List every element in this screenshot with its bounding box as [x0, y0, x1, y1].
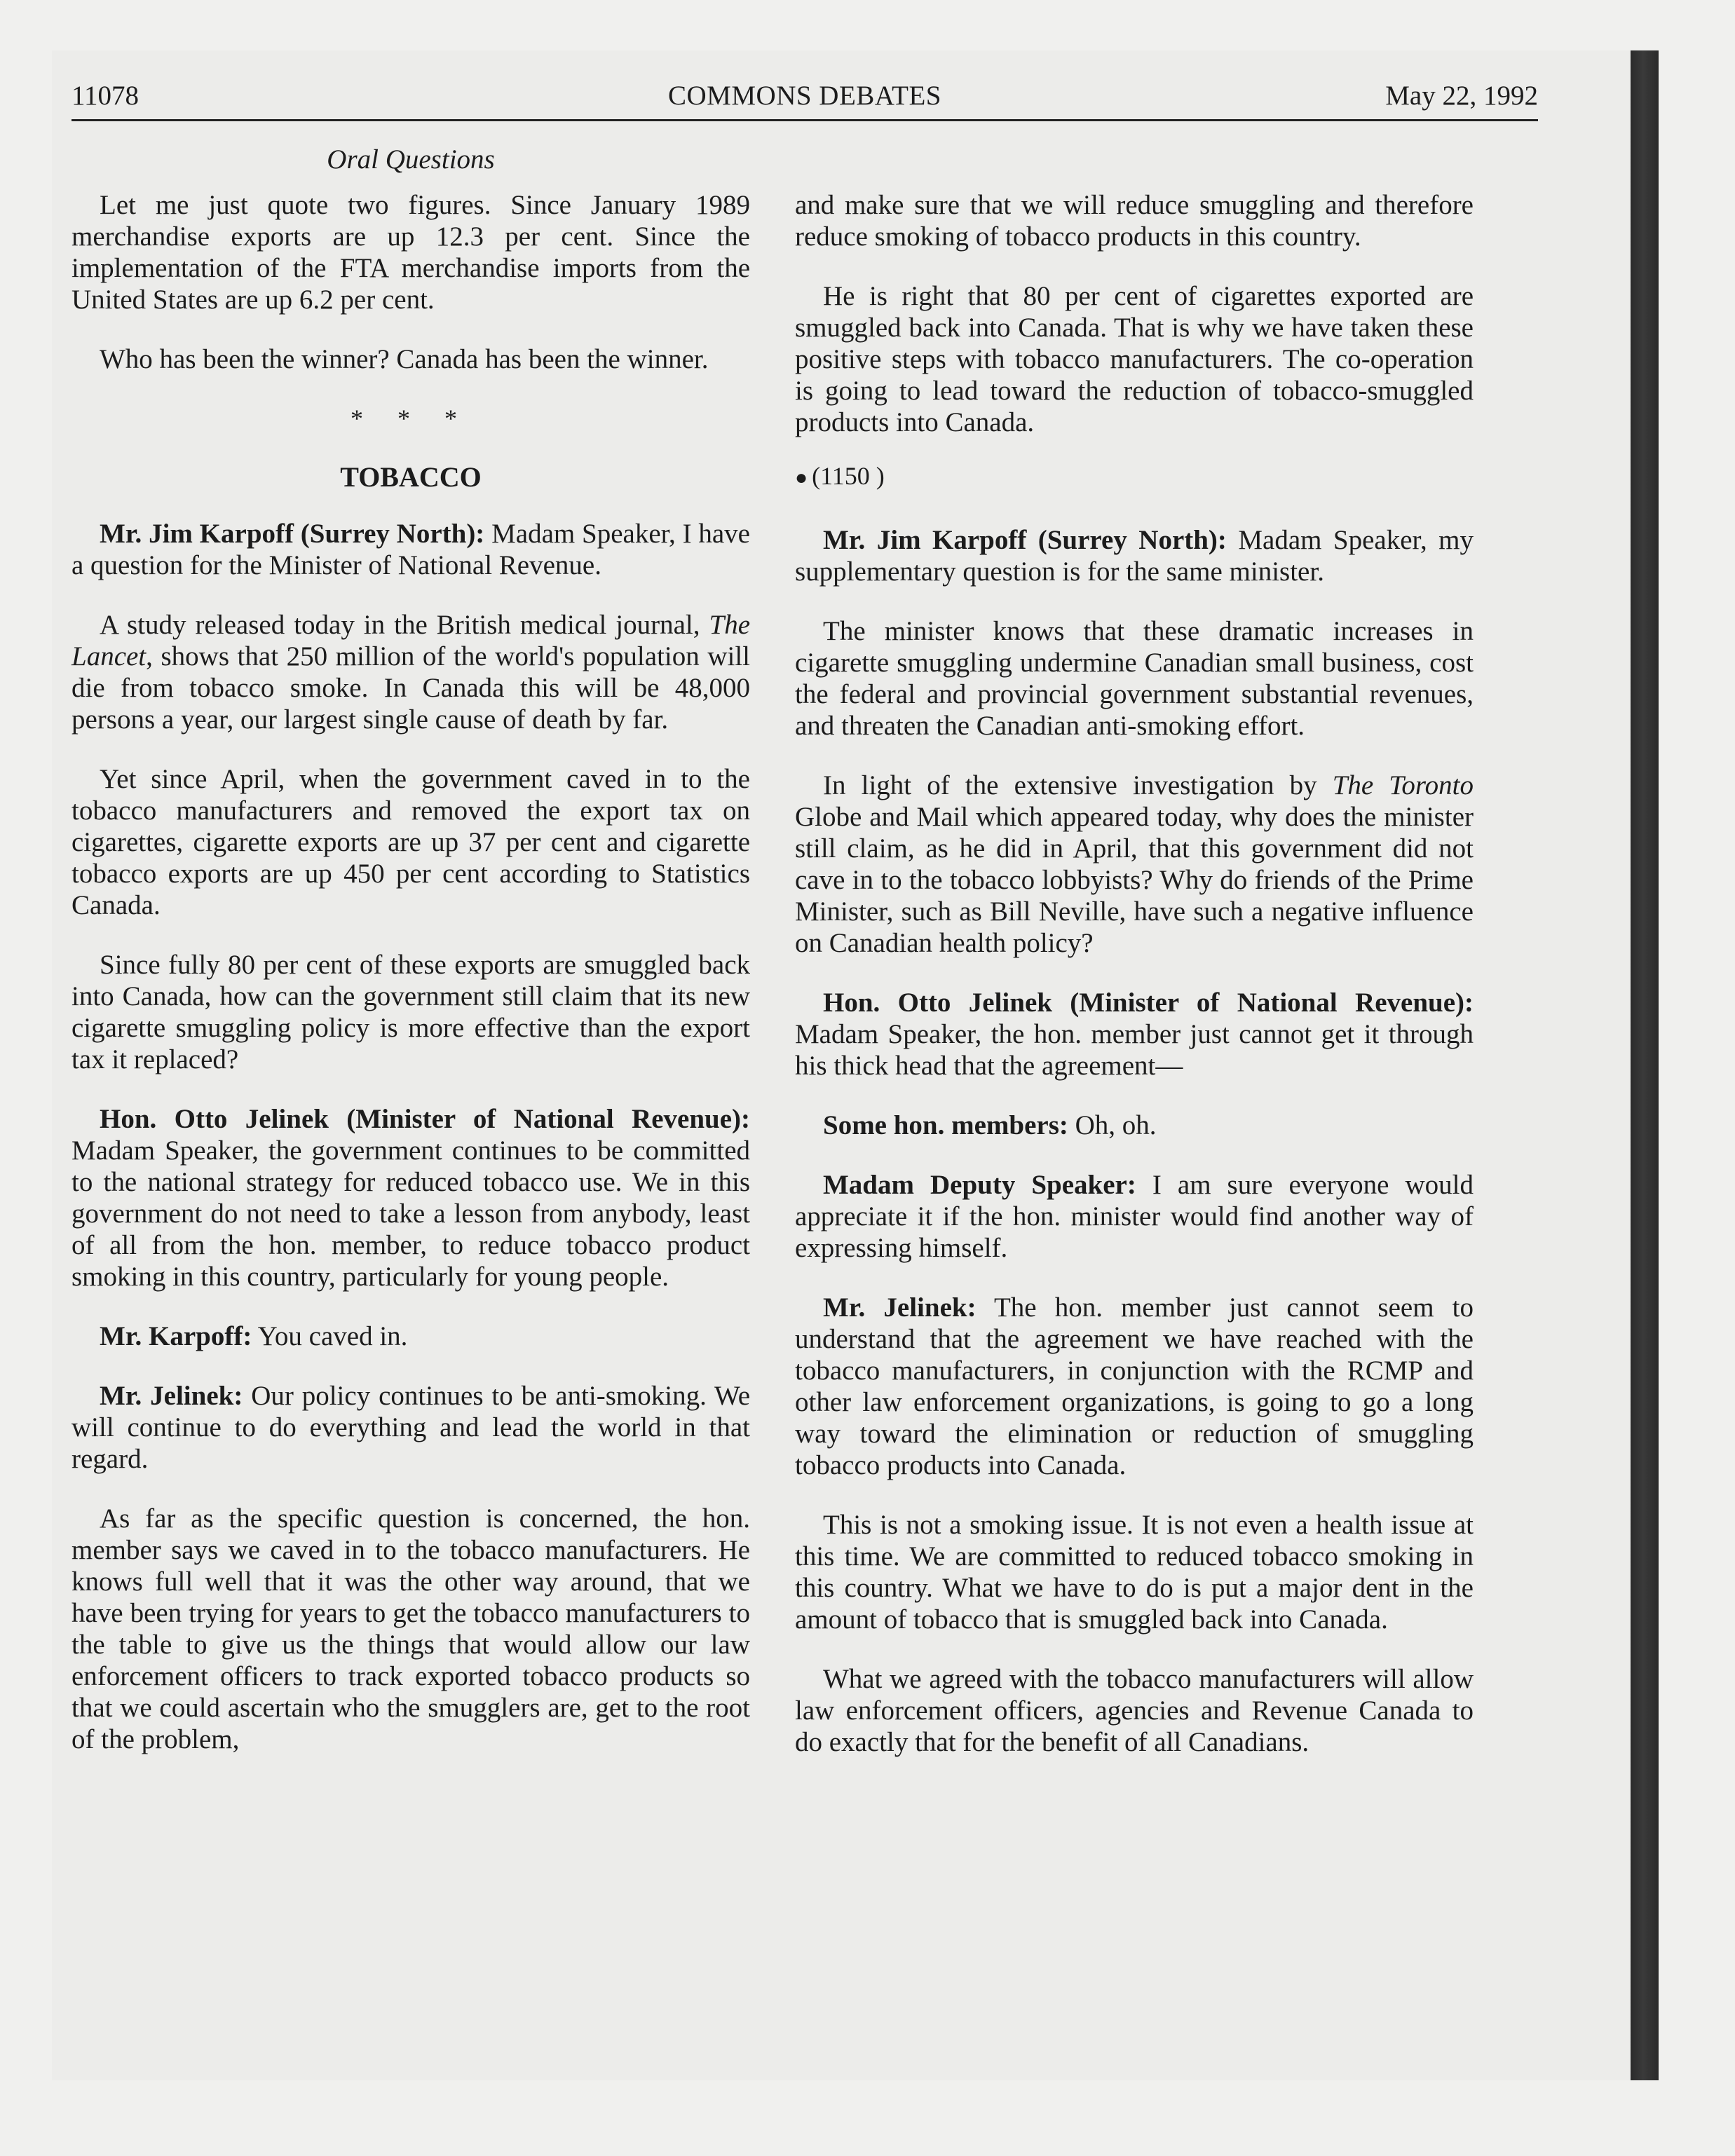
speaker-name: Hon. Otto Jelinek (Minister of National Revenue):	[100, 1104, 750, 1134]
speech-text: The hon. member just cannot seem to understand that the agreement we have reached with the tobacco manufacturers, in conjunction with the RCMP and other law enforcement organizations, is going to go a long way toward the elimination or reduction of smuggling tobacco products into Canada.	[795, 1292, 1474, 1480]
speech-text: Madam Speaker, my supplementary question is for the same minister.	[795, 525, 1474, 587]
right-column	[795, 189, 1474, 1786]
section-heading: TOBACCO	[340, 461, 482, 493]
speaker-name: Mr. Karpoff:	[100, 1321, 252, 1351]
speaker-name: Mr. Jelinek:	[823, 1292, 977, 1323]
speech-paragraph	[72, 1321, 750, 1352]
paragraph: Since fully 80 per cent of these exports are smuggled back into Canada, how can the government still claim that its new cigarette smuggling policy is more effective than the export tax it replaced?	[72, 950, 750, 1074]
paragraph	[72, 609, 750, 735]
speaker-name: Some hon. members:	[823, 1110, 1068, 1140]
speech-text: You caved in.	[252, 1321, 408, 1351]
publication-date: May 22, 1992	[1385, 81, 1538, 111]
time-marker	[795, 460, 1474, 493]
bullet-icon: ●	[795, 466, 808, 489]
paragraph	[795, 770, 1474, 959]
speech-paragraph	[795, 1110, 1474, 1141]
paragraph: Yet since April, when the government caved in to the tobacco manufacturers and removed the export tax on cigarettes, cigarette exports are up 37 per cent and cigarette tobacco exports are up 450 per cent according to Statistics Canada.	[72, 764, 750, 920]
running-header	[72, 80, 1538, 119]
text-run: , shows that 250 million of the world's population will die from tobacco smoke. In Canada this will be 48,000 persons a year, our largest single cause of death by far.	[72, 641, 750, 735]
paragraph: Who has been the winner? Canada has been the winner.	[100, 344, 709, 374]
header-rule	[72, 119, 1538, 121]
speech-text: Madam Speaker, I have a question for the Minister of National Revenue.	[72, 519, 750, 580]
publication-title: COMMONS DEBATES	[668, 81, 941, 111]
speech-paragraph	[72, 518, 750, 581]
time-marker-text: (1150 )	[812, 462, 885, 490]
speech-paragraph	[795, 987, 1474, 1082]
text-run: A study released today in the British medical journal,	[100, 610, 709, 640]
paragraph: and make sure that we will reduce smuggling and therefore reduce smoking of tobacco products in this country.	[795, 190, 1474, 252]
speech-paragraph	[72, 1103, 750, 1292]
text-run: In light of the extensive investigation by	[823, 770, 1333, 800]
speaker-name: Mr. Jim Karpoff (Surrey North):	[823, 525, 1227, 555]
left-column	[72, 189, 750, 1783]
speech-text: Madam Speaker, the government continues to be committed to the national strategy for reduced tobacco use. We in this government do not need to take a lesson from anybody, least of all from the hon. member, to reduce tobacco product smoking in this country, particularly for young people.	[72, 1135, 750, 1292]
section-separator: * * *	[351, 404, 471, 432]
speaker-name: Mr. Jim Karpoff (Surrey North):	[100, 519, 485, 549]
speech-text: I am sure everyone would appreciate it if the hon. minister would find another way of expressing himself.	[795, 1170, 1474, 1263]
speech-paragraph	[795, 1292, 1474, 1481]
paragraph: As far as the specific question is concerned, the hon. member says we caved in to the tobacco manufacturers. He knows full well that it was the other way around, that we have been trying for years to get the tobacco manufacturers to the table to give us the things that would allow our law enforcement officers to track exported tobacco products so that we could ascertain who the smugglers are, get to the root of the problem,	[72, 1503, 750, 1754]
paragraph: The minister knows that these dramatic increases in cigarette smuggling undermine Canadian small business, cost the federal and provincial government substantial revenues, and threaten the Canadian anti-smoking effort.	[795, 616, 1474, 741]
newspaper-title: The Toronto	[1332, 770, 1474, 800]
speech-text: Our policy continues to be anti-smoking. We will continue to do everything and lead the world in that regard.	[72, 1381, 751, 1474]
speech-text: Oh, oh.	[1068, 1110, 1157, 1140]
speaker-name: Hon. Otto Jelinek (Minister of National Revenue):	[823, 988, 1474, 1018]
paragraph: This is not a smoking issue. It is not even a health issue at this time. We are committed to reduced tobacco smoking in this country. What we have to do is put a major dent in the amount of tobacco that is smuggled back into Canada.	[795, 1510, 1474, 1635]
text-run: Globe and Mail which appeared today, why does the minister still claim, as he did in April, that this government did not cave in to the tobacco lobbyists? Why do friends of the Prime Minister, such as Bill Neville, have such a negative influence on Canadian health policy?	[795, 802, 1474, 958]
paragraph: What we agreed with the tobacco manufacturers will allow law enforcement officers, agencies and Revenue Canada to do exactly that for the benefit of all Canadians.	[795, 1664, 1474, 1757]
speech-paragraph	[72, 1380, 750, 1475]
paragraph: Let me just quote two figures. Since January 1989 merchandise exports are up 12.3 per cent. Since the implementation of the FTA merchandise imports from the United States are up 6.2 per cent.	[72, 190, 750, 315]
binding-edge	[1631, 50, 1659, 2080]
speech-paragraph	[795, 524, 1474, 587]
speech-text: Madam Speaker, the hon. member just cannot get it through his thick head that the agreement—	[795, 1019, 1474, 1081]
paragraph: He is right that 80 per cent of cigarettes exported are smuggled back into Canada. That is why we have taken these positive steps with tobacco manufacturers. The co-operation is going to lead toward the reduction of tobacco-smuggled products into Canada.	[795, 281, 1474, 437]
section-label: Oral Questions	[327, 144, 495, 175]
speaker-name: Madam Deputy Speaker:	[823, 1170, 1136, 1200]
speaker-name: Mr. Jelinek:	[100, 1381, 243, 1411]
speech-paragraph	[795, 1169, 1474, 1264]
journal-title: The Lancet	[72, 610, 750, 671]
page-number: 11078	[72, 81, 140, 111]
